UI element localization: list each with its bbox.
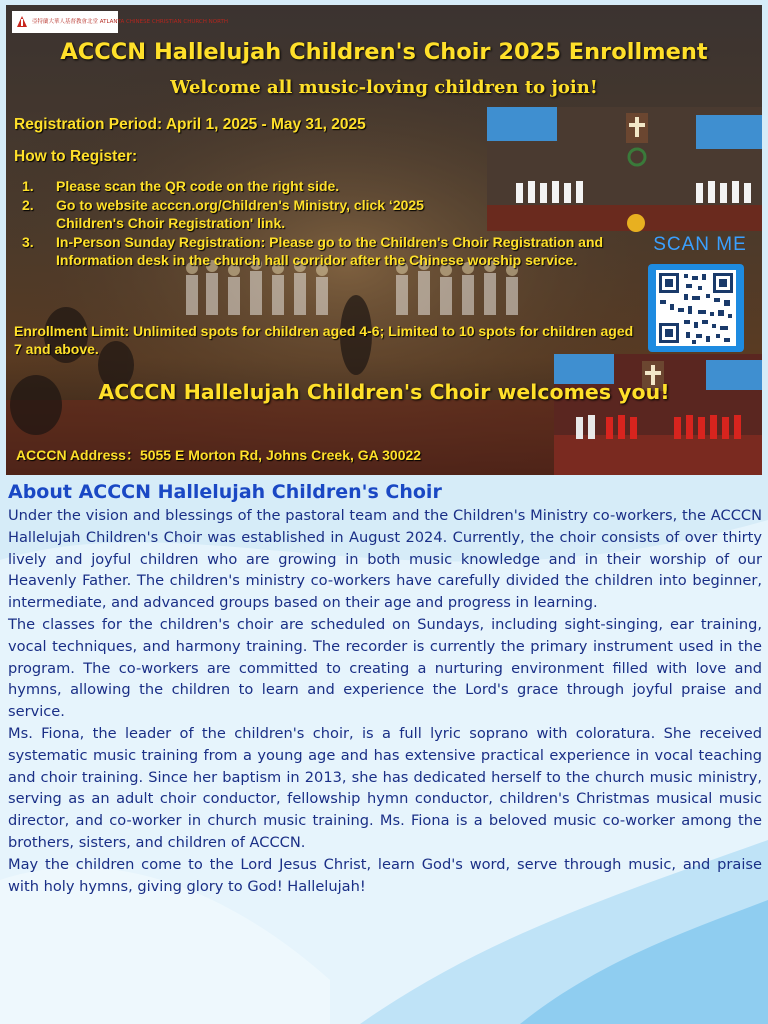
church-address: ACCCN Address：5055 E Morton Rd, Johns Creek, GA 30022 [16, 447, 422, 463]
about-paragraph: The classes for the children's choir are scheduled on Sundays, including sight-singing, ear training, vocal techniques, and harmony training. The recorder is currently the primary instrument used in the program. The co-workers are committed to creating a nurturing environment filled with love and hymns, allowing the children to learn and experience the Lord's grace through joyful praise and service. [8, 615, 762, 721]
about-section [0, 480, 768, 897]
church-logo [12, 11, 229, 33]
enrollment-poster [6, 5, 762, 475]
step-number: 2. [22, 197, 34, 213]
about-paragraph: Under the vision and blessings of the pastoral team and the Children's Ministry co-workers, the ACCCN Hallelujah Children's Choir was established in August 2024. Currently, the choir consists of over thirty lively and joyful children who are growing in both music knowledge and in their worship of our Heavenly Father. The children's ministry co-workers have carefully divided the children into beginner, intermediate, and advanced groups based on their age and progress in learning. [8, 507, 762, 612]
step-number: 1. [22, 178, 34, 194]
step-number: 3. [22, 234, 34, 250]
about-heading: About ACCCN Hallelujah Children's Choir [8, 481, 442, 503]
choir-photo-bottom [554, 354, 762, 475]
registration-step [6, 177, 646, 195]
how-to-register-heading: How to Register: [14, 148, 138, 165]
registration-period: Registration Period: April 1, 2025 - May 31, 2025 [14, 116, 366, 133]
poster-title: ACCCN Hallelujah Children's Choir 2025 Enrollment [60, 39, 708, 65]
registration-step [6, 196, 646, 232]
logo-text: 亞特蘭大華人基督教會北堂 ATLANTA CHINESE CHRISTIAN CHURCH NORTH [32, 19, 229, 25]
step-text: In-Person Sunday Registration: Please go to the Children's Choir Registration and Information desk in the church hall corridor after the Chinese worship service. [56, 234, 604, 268]
welcome-banner: ACCCN Hallelujah Children's Choir welcomes you! [98, 380, 670, 404]
scan-me-label: SCAN ME [653, 234, 747, 255]
registration-steps [6, 177, 646, 270]
church-logo-icon [15, 15, 29, 29]
poster-subtitle: Welcome all music-loving children to join! [170, 77, 598, 98]
qr-code-icon [648, 264, 744, 352]
qr-code[interactable] [648, 264, 744, 352]
step-text: Go to website acccn.org/Children's Ministry, click ‘2025 Children's Choir Registration' link. [56, 197, 424, 231]
step-text: Please scan the QR code on the right side. [56, 178, 340, 194]
about-paragraph: Ms. Fiona, the leader of the children's choir, is a full lyric soprano with coloratura. She received systematic music training from a young age and has extensive practical experience in vocal teaching and choir training. Since her baptism in 2013, she has dedicated herself to the church music ministry, serving as an adult choir conductor, fellowship hymn conductor, children's Christmas musical music director, and co-worker in church music training. Ms. Fiona is a beloved music co-worker among the brothers, sisters, and children of ACCCN. [8, 724, 762, 851]
registration-step [6, 233, 646, 269]
about-paragraph: May the children come to the Lord Jesus Christ, learn God's word, serve through music, and praise with holy hymns, giving glory to God! Hallelujah! [8, 855, 762, 895]
enrollment-limit: Enrollment Limit: Unlimited spots for children aged 4-6; Limited to 10 spots for children aged 7 and above. [14, 323, 634, 357]
